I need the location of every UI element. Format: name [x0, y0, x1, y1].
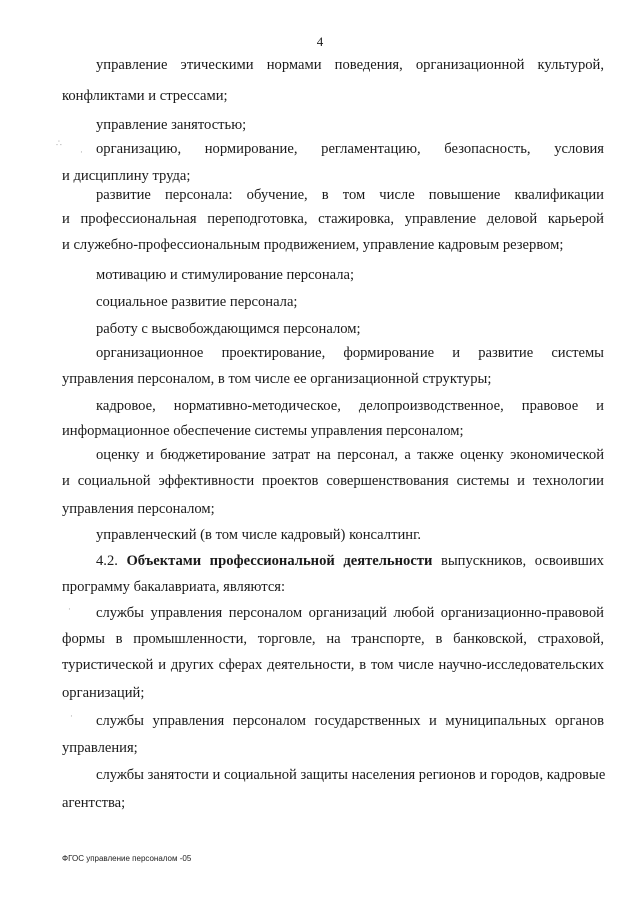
- scan-speck: ·: [80, 148, 83, 158]
- text-line: программу бакалавриата, являются:: [62, 579, 286, 595]
- text-line: информационное обеспечение системы управления персоналом;: [62, 423, 464, 439]
- text-line: работу с высвобождающимся персоналом;: [96, 321, 361, 337]
- section-bold-term: Объектами профессиональной деятельности: [126, 553, 433, 569]
- text-line: и дисциплину труда;: [62, 168, 191, 184]
- section-number: 4.2.: [96, 553, 118, 569]
- text-line: управление занятостью;: [96, 117, 247, 133]
- section-rest: выпускников, освоивших: [440, 553, 604, 569]
- footer-text: ФГОС управление персоналом -05: [62, 854, 192, 863]
- scan-speck: ·: [70, 712, 73, 722]
- text-line: управления персоналом, в том числе ее организационной структуры;: [62, 371, 492, 387]
- page-number: 4: [316, 34, 324, 49]
- text-line: и социальной эффективности проектов совершенствования системы и технологии: [62, 473, 604, 489]
- text-line: социальное развитие персонала;: [96, 294, 298, 310]
- text-line: и служебно-профессиональным продвижением, управление кадровым резервом;: [62, 237, 564, 253]
- text-line: туристической и других сферах деятельности, в том числе научно-исследовательских: [62, 657, 604, 673]
- text-line: оценку и бюджетирование затрат на персонал, а также оценку экономической: [96, 447, 604, 463]
- text-line: службы занятости и социальной защиты населения регионов и городов, кадровые: [96, 767, 606, 783]
- text-line: управленческий (в том числе кадровый) консалтинг.: [96, 527, 422, 543]
- section-heading-line: [96, 552, 604, 570]
- text-line: управления;: [62, 740, 138, 756]
- scan-speck: ·: [68, 605, 71, 615]
- text-line: конфликтами и стрессами;: [62, 88, 228, 104]
- text-line: и профессиональная переподготовка, стажировка, управление деловой карьерой: [62, 211, 604, 227]
- text-line: организацию, нормирование, регламентацию, безопасность, условия: [96, 141, 604, 157]
- text-line: организаций;: [62, 685, 145, 701]
- text-line: агентства;: [62, 795, 126, 811]
- text-line: кадровое, нормативно-методическое, делопроизводственное, правовое и: [96, 398, 604, 414]
- text-line: мотивацию и стимулирование персонала;: [96, 267, 355, 283]
- text-line: развитие персонала: обучение, в том числе повышение квалификации: [96, 187, 604, 203]
- text-line: управления персоналом;: [62, 501, 215, 517]
- text-line: службы управления персоналом организаций любой организационно-правовой: [96, 605, 604, 621]
- text-line: управление этическими нормами поведения, организационной культурой,: [96, 57, 604, 73]
- scan-speck: ∴: [56, 139, 62, 149]
- text-line: службы управления персоналом государственных и муниципальных органов: [96, 713, 604, 729]
- text-line: формы в промышленности, торговле, на транспорте, в банковской, страховой,: [62, 631, 604, 647]
- text-line: организационное проектирование, формирование и развитие системы: [96, 345, 604, 361]
